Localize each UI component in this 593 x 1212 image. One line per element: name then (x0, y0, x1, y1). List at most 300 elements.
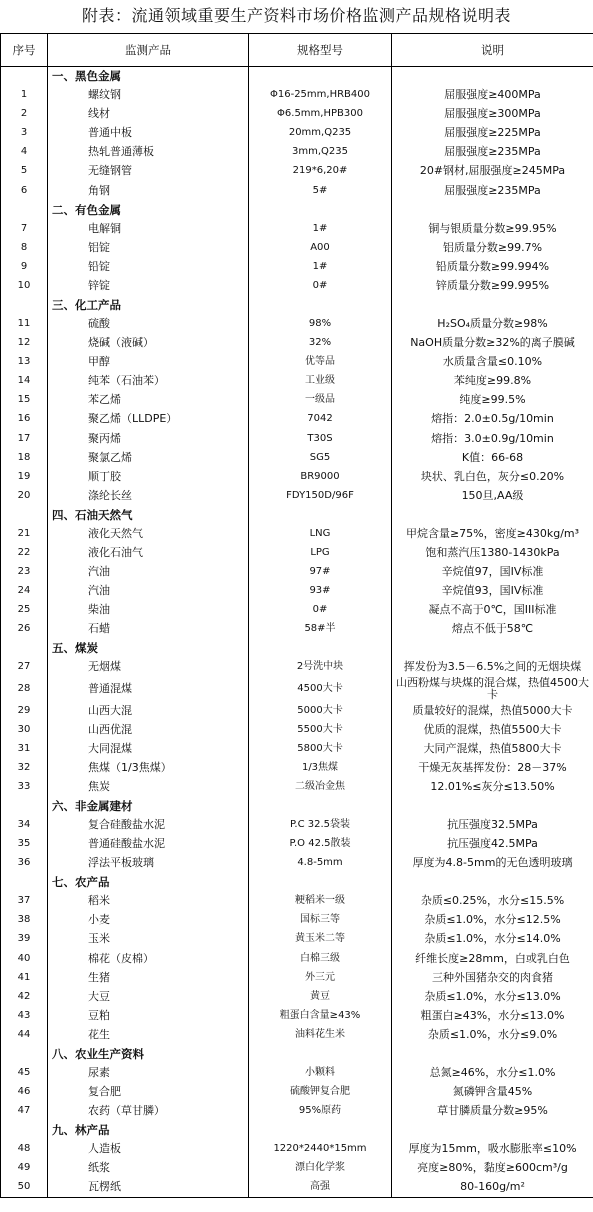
header-product: 监测产品 (48, 34, 249, 67)
cell-no: 38 (1, 911, 48, 930)
cell-no: 45 (1, 1063, 48, 1082)
table-row (1, 429, 593, 448)
cell-product: 柴油 (48, 601, 249, 620)
cell-desc: K值：66-68 (392, 448, 593, 467)
cell-no (1, 873, 48, 892)
cell-product: 顺丁胶 (48, 467, 249, 486)
table-row (1, 620, 593, 639)
cell-spec: 4500大卡 (249, 677, 392, 701)
cell-product: 浮法平板玻璃 (48, 854, 249, 873)
cell-desc (392, 505, 593, 524)
table-row (1, 892, 593, 911)
cell-spec: 国标三等 (249, 911, 392, 930)
table-row (1, 410, 593, 429)
cell-desc: 草甘膦质量分数≥95% (392, 1102, 593, 1121)
cell-product: 硫酸 (48, 315, 249, 334)
cell-desc: 苯纯度≥99.8% (392, 372, 593, 391)
cell-desc (392, 873, 593, 892)
cell-spec (249, 1044, 392, 1063)
cell-spec: 白棉三级 (249, 949, 392, 968)
spec-table (0, 33, 593, 1198)
cell-product: 锌锭 (48, 276, 249, 295)
cell-spec: Φ6.5mm,HPB300 (249, 105, 392, 124)
table-row (1, 1140, 593, 1159)
cell-no: 4 (1, 143, 48, 162)
table-row (1, 143, 593, 162)
cell-no: 24 (1, 582, 48, 601)
cell-desc: 铅质量分数≥99.994% (392, 257, 593, 276)
cell-spec: 硫酸钾复合肥 (249, 1083, 392, 1102)
cell-desc: NaOH质量分数≥32%的离子膜碱 (392, 334, 593, 353)
cell-product: 热轧普通薄板 (48, 143, 249, 162)
table-row (1, 124, 593, 143)
table-row (1, 582, 593, 601)
cell-spec: 98% (249, 315, 392, 334)
cell-no: 29 (1, 701, 48, 720)
cell-spec (249, 295, 392, 314)
cell-product: 稻米 (48, 892, 249, 911)
cell-desc: 抗压强度42.5MPa (392, 835, 593, 854)
cell-product: 尿素 (48, 1063, 249, 1082)
cell-no: 46 (1, 1083, 48, 1102)
cell-spec (249, 796, 392, 815)
cell-no: 5 (1, 162, 48, 181)
cell-product: 甲醇 (48, 353, 249, 372)
cell-desc: 总氮≥46%，水分≤1.0% (392, 1063, 593, 1082)
cell-desc: H₂SO₄质量分数≥98% (392, 315, 593, 334)
cell-product: 普通硅酸盐水泥 (48, 835, 249, 854)
table-row (1, 739, 593, 758)
cell-desc: 三种外国猪杂交的肉食猪 (392, 968, 593, 987)
table-row (1, 911, 593, 930)
cell-no: 43 (1, 1006, 48, 1025)
cell-no: 42 (1, 987, 48, 1006)
header-spec: 规格型号 (249, 34, 392, 67)
cell-no: 39 (1, 930, 48, 949)
cell-desc: 熔指：3.0±0.9g/10min (392, 429, 593, 448)
cell-spec: 97# (249, 563, 392, 582)
cell-spec: 小颗料 (249, 1063, 392, 1082)
table-row (1, 949, 593, 968)
cell-product: 聚丙烯 (48, 429, 249, 448)
header-no: 序号 (1, 34, 48, 67)
cell-desc: 甲烷含量≥75%，密度≥430kg/m³ (392, 524, 593, 543)
cell-no: 14 (1, 372, 48, 391)
category-row (1, 1044, 593, 1063)
cell-no (1, 1044, 48, 1063)
cell-product: 山西大混 (48, 701, 249, 720)
cell-desc: 150旦,AA级 (392, 486, 593, 505)
cell-product: 铝锭 (48, 238, 249, 257)
cell-no: 47 (1, 1102, 48, 1121)
category-label: 一、黑色金属 (48, 67, 249, 86)
cell-spec (249, 873, 392, 892)
cell-spec (249, 1121, 392, 1140)
table-row (1, 658, 593, 677)
table-row (1, 467, 593, 486)
cell-desc: 大同产混煤，热值5800大卡 (392, 739, 593, 758)
cell-spec: 7042 (249, 410, 392, 429)
cell-desc: 块状、乳白色，灰分≤0.20% (392, 467, 593, 486)
cell-desc: 亮度≥80%，黏度≥600cm³/g (392, 1159, 593, 1178)
table-row (1, 987, 593, 1006)
category-row (1, 873, 593, 892)
category-label: 四、石油天然气 (48, 505, 249, 524)
cell-spec: 粳稻米一级 (249, 892, 392, 911)
table-row (1, 1025, 593, 1044)
cell-desc: 20#钢材,屈服强度≥245MPa (392, 162, 593, 181)
cell-product: 螺纹钢 (48, 86, 249, 105)
category-label: 八、农业生产资料 (48, 1044, 249, 1063)
cell-spec: 一级品 (249, 391, 392, 410)
cell-desc: 杂质≤1.0%，水分≤12.5% (392, 911, 593, 930)
cell-no: 12 (1, 334, 48, 353)
table-row (1, 701, 593, 720)
table-row (1, 315, 593, 334)
table-row (1, 930, 593, 949)
cell-product: 焦煤（1/3焦煤） (48, 758, 249, 777)
table-row (1, 1102, 593, 1121)
cell-spec: SG5 (249, 448, 392, 467)
cell-desc (392, 200, 593, 219)
table-row (1, 835, 593, 854)
cell-desc: 屈服强度≥300MPa (392, 105, 593, 124)
cell-spec: Φ16-25mm,HRB400 (249, 86, 392, 105)
cell-desc: 水质量含量≤0.10% (392, 353, 593, 372)
table-row (1, 854, 593, 873)
cell-no: 33 (1, 777, 48, 796)
table-body (1, 67, 593, 1198)
cell-no: 18 (1, 448, 48, 467)
cell-spec: 58#半 (249, 620, 392, 639)
table-row (1, 105, 593, 124)
cell-product: 生猪 (48, 968, 249, 987)
cell-product: 玉米 (48, 930, 249, 949)
cell-desc: 厚度为4.8-5mm的无色透明玻璃 (392, 854, 593, 873)
cell-desc: 挥发份为3.5－6.5%之间的无烟块煤 (392, 658, 593, 677)
cell-desc: 熔点不低于58℃ (392, 620, 593, 639)
cell-no: 35 (1, 835, 48, 854)
cell-no: 8 (1, 238, 48, 257)
cell-spec (249, 505, 392, 524)
cell-product: 普通混煤 (48, 677, 249, 701)
cell-spec: 5# (249, 181, 392, 200)
cell-desc: 纤维长度≥28mm，白或乳白色 (392, 949, 593, 968)
cell-no: 20 (1, 486, 48, 505)
table-row (1, 276, 593, 295)
cell-desc: 厚度为15mm，吸水膨胀率≤10% (392, 1140, 593, 1159)
cell-desc: 铜与银质量分数≥99.95% (392, 219, 593, 238)
cell-no (1, 200, 48, 219)
table-row (1, 353, 593, 372)
table-row (1, 448, 593, 467)
cell-spec: 32% (249, 334, 392, 353)
cell-no: 37 (1, 892, 48, 911)
cell-no: 9 (1, 257, 48, 276)
cell-desc: 纯度≥99.5% (392, 391, 593, 410)
cell-product: 苯乙烯 (48, 391, 249, 410)
table-row (1, 238, 593, 257)
cell-no: 22 (1, 543, 48, 562)
cell-spec: 5800大卡 (249, 739, 392, 758)
table-row (1, 563, 593, 582)
cell-desc: 辛烷值97，国IV标准 (392, 563, 593, 582)
cell-product: 复合硅酸盐水泥 (48, 815, 249, 834)
cell-spec: 219*6,20# (249, 162, 392, 181)
table-row (1, 257, 593, 276)
category-row (1, 796, 593, 815)
cell-product: 焦炭 (48, 777, 249, 796)
cell-no: 36 (1, 854, 48, 873)
table-header-row (1, 34, 593, 67)
cell-no (1, 67, 48, 86)
cell-desc: 山西粉煤与块煤的混合煤，热值4500大卡 (392, 677, 593, 701)
cell-product: 农药（草甘膦） (48, 1102, 249, 1121)
cell-product: 烧碱（液碱） (48, 334, 249, 353)
category-row (1, 200, 593, 219)
cell-no: 19 (1, 467, 48, 486)
cell-spec: 二级冶金焦 (249, 777, 392, 796)
cell-desc (392, 1044, 593, 1063)
cell-no: 49 (1, 1159, 48, 1178)
cell-no: 48 (1, 1140, 48, 1159)
cell-spec: 0# (249, 601, 392, 620)
category-row (1, 639, 593, 658)
cell-no: 1 (1, 86, 48, 105)
table-row (1, 1083, 593, 1102)
cell-spec: 0# (249, 276, 392, 295)
category-label: 三、化工产品 (48, 295, 249, 314)
cell-product: 聚氯乙烯 (48, 448, 249, 467)
cell-spec: 工业级 (249, 372, 392, 391)
category-row (1, 505, 593, 524)
cell-desc: 铝质量分数≥99.7% (392, 238, 593, 257)
table-row (1, 1063, 593, 1082)
cell-no (1, 639, 48, 658)
cell-spec: FDY150D/96F (249, 486, 392, 505)
cell-desc: 干燥无灰基挥发份：28－37% (392, 758, 593, 777)
cell-desc (392, 67, 593, 86)
cell-product: 角钢 (48, 181, 249, 200)
table-row (1, 1006, 593, 1025)
category-label: 六、非金属建材 (48, 796, 249, 815)
cell-product: 线材 (48, 105, 249, 124)
cell-desc: 80-160g/m² (392, 1178, 593, 1197)
cell-desc: 凝点不高于0℃，国III标准 (392, 601, 593, 620)
cell-product: 液化石油气 (48, 543, 249, 562)
cell-spec: 5500大卡 (249, 720, 392, 739)
cell-product: 大豆 (48, 987, 249, 1006)
cell-desc: 氮磷钾含量45% (392, 1083, 593, 1102)
cell-spec: P.C 32.5袋装 (249, 815, 392, 834)
cell-spec: 93# (249, 582, 392, 601)
cell-product: 复合肥 (48, 1083, 249, 1102)
cell-product: 电解铜 (48, 219, 249, 238)
cell-spec: A00 (249, 238, 392, 257)
cell-spec: 95%原药 (249, 1102, 392, 1121)
cell-spec: 4.8-5mm (249, 854, 392, 873)
cell-desc (392, 796, 593, 815)
cell-product: 豆粕 (48, 1006, 249, 1025)
cell-no: 30 (1, 720, 48, 739)
cell-spec (249, 67, 392, 86)
table-row (1, 720, 593, 739)
cell-spec: LNG (249, 524, 392, 543)
category-row (1, 1121, 593, 1140)
cell-no: 50 (1, 1178, 48, 1197)
table-row (1, 86, 593, 105)
cell-no: 15 (1, 391, 48, 410)
table-row (1, 758, 593, 777)
table-row (1, 162, 593, 181)
cell-spec: 优等品 (249, 353, 392, 372)
category-label: 二、有色金属 (48, 200, 249, 219)
cell-product: 聚乙烯（LLDPE） (48, 410, 249, 429)
cell-no: 23 (1, 563, 48, 582)
cell-spec: 1# (249, 257, 392, 276)
cell-desc: 质量较好的混煤，热值5000大卡 (392, 701, 593, 720)
cell-no: 41 (1, 968, 48, 987)
category-label: 七、农产品 (48, 873, 249, 892)
cell-no: 28 (1, 677, 48, 701)
cell-product: 小麦 (48, 911, 249, 930)
cell-no: 27 (1, 658, 48, 677)
cell-spec: 粗蛋白含量≥43% (249, 1006, 392, 1025)
table-row (1, 543, 593, 562)
cell-desc: 杂质≤1.0%，水分≤14.0% (392, 930, 593, 949)
cell-product: 棉花（皮棉） (48, 949, 249, 968)
cell-spec: P.O 42.5散装 (249, 835, 392, 854)
cell-no: 44 (1, 1025, 48, 1044)
cell-desc: 杂质≤1.0%，水分≤13.0% (392, 987, 593, 1006)
header-desc: 说明 (392, 34, 593, 67)
cell-no: 10 (1, 276, 48, 295)
cell-no: 25 (1, 601, 48, 620)
cell-spec: 20mm,Q235 (249, 124, 392, 143)
cell-product: 瓦楞纸 (48, 1178, 249, 1197)
cell-product: 无烟煤 (48, 658, 249, 677)
category-row (1, 295, 593, 314)
cell-no: 6 (1, 181, 48, 200)
category-label: 五、煤炭 (48, 639, 249, 658)
cell-product: 山西优混 (48, 720, 249, 739)
cell-spec: 1220*2440*15mm (249, 1140, 392, 1159)
table-row (1, 372, 593, 391)
cell-product: 纯苯（石油苯） (48, 372, 249, 391)
cell-no (1, 295, 48, 314)
cell-spec: 黄玉米二等 (249, 930, 392, 949)
cell-no (1, 1121, 48, 1140)
cell-no (1, 505, 48, 524)
table-row (1, 777, 593, 796)
cell-desc: 优质的混煤，热值5500大卡 (392, 720, 593, 739)
cell-desc: 屈服强度≥235MPa (392, 181, 593, 200)
cell-no: 26 (1, 620, 48, 639)
table-row (1, 524, 593, 543)
cell-desc: 杂质≤0.25%，水分≤15.5% (392, 892, 593, 911)
cell-no: 11 (1, 315, 48, 334)
cell-no: 3 (1, 124, 48, 143)
cell-product: 纸浆 (48, 1159, 249, 1178)
cell-desc: 饱和蒸汽压1380-1430kPa (392, 543, 593, 562)
cell-spec: 黄豆 (249, 987, 392, 1006)
cell-spec: T30S (249, 429, 392, 448)
cell-desc (392, 1121, 593, 1140)
cell-no: 21 (1, 524, 48, 543)
cell-no: 34 (1, 815, 48, 834)
cell-spec: 油料花生米 (249, 1025, 392, 1044)
cell-spec: 1/3焦煤 (249, 758, 392, 777)
cell-spec: 2号洗中块 (249, 658, 392, 677)
table-row (1, 601, 593, 620)
cell-product: 人造板 (48, 1140, 249, 1159)
table-row (1, 334, 593, 353)
cell-product: 无缝钢管 (48, 162, 249, 181)
table-row (1, 968, 593, 987)
cell-no: 13 (1, 353, 48, 372)
table-row (1, 181, 593, 200)
cell-desc: 熔指：2.0±0.5g/10min (392, 410, 593, 429)
cell-spec (249, 200, 392, 219)
cell-desc: 屈服强度≥235MPa (392, 143, 593, 162)
cell-spec: 漂白化学浆 (249, 1159, 392, 1178)
cell-product: 铅锭 (48, 257, 249, 276)
cell-product: 汽油 (48, 582, 249, 601)
cell-product: 大同混煤 (48, 739, 249, 758)
cell-no: 31 (1, 739, 48, 758)
cell-no: 16 (1, 410, 48, 429)
page-title: 附表：流通领域重要生产资料市场价格监测产品规格说明表 (81, 6, 511, 25)
table-row (1, 677, 593, 701)
cell-spec: LPG (249, 543, 392, 562)
cell-product: 液化天然气 (48, 524, 249, 543)
table-row (1, 1159, 593, 1178)
cell-product: 涤纶长丝 (48, 486, 249, 505)
cell-desc: 粗蛋白≥43%，水分≤13.0% (392, 1006, 593, 1025)
table-row (1, 391, 593, 410)
cell-no: 40 (1, 949, 48, 968)
cell-no (1, 796, 48, 815)
cell-desc: 辛烷值93，国IV标准 (392, 582, 593, 601)
cell-desc: 屈服强度≥400MPa (392, 86, 593, 105)
cell-product: 石蜡 (48, 620, 249, 639)
cell-desc: 12.01%≤灰分≤13.50% (392, 777, 593, 796)
cell-spec: 1# (249, 219, 392, 238)
table-row (1, 1178, 593, 1197)
table-row (1, 219, 593, 238)
cell-desc: 杂质≤1.0%，水分≤9.0% (392, 1025, 593, 1044)
cell-spec (249, 639, 392, 658)
cell-spec: 5000大卡 (249, 701, 392, 720)
cell-product: 汽油 (48, 563, 249, 582)
cell-desc: 锌质量分数≥99.995% (392, 276, 593, 295)
table-row (1, 815, 593, 834)
cell-no: 7 (1, 219, 48, 238)
table-row (1, 486, 593, 505)
cell-desc (392, 295, 593, 314)
cell-desc: 屈服强度≥225MPa (392, 124, 593, 143)
category-label: 九、林产品 (48, 1121, 249, 1140)
cell-spec: BR9000 (249, 467, 392, 486)
cell-no: 32 (1, 758, 48, 777)
cell-product: 花生 (48, 1025, 249, 1044)
cell-desc: 抗压强度32.5MPa (392, 815, 593, 834)
cell-spec: 外三元 (249, 968, 392, 987)
cell-desc (392, 639, 593, 658)
cell-no: 2 (1, 105, 48, 124)
cell-spec: 高强 (249, 1178, 392, 1197)
cell-no: 17 (1, 429, 48, 448)
